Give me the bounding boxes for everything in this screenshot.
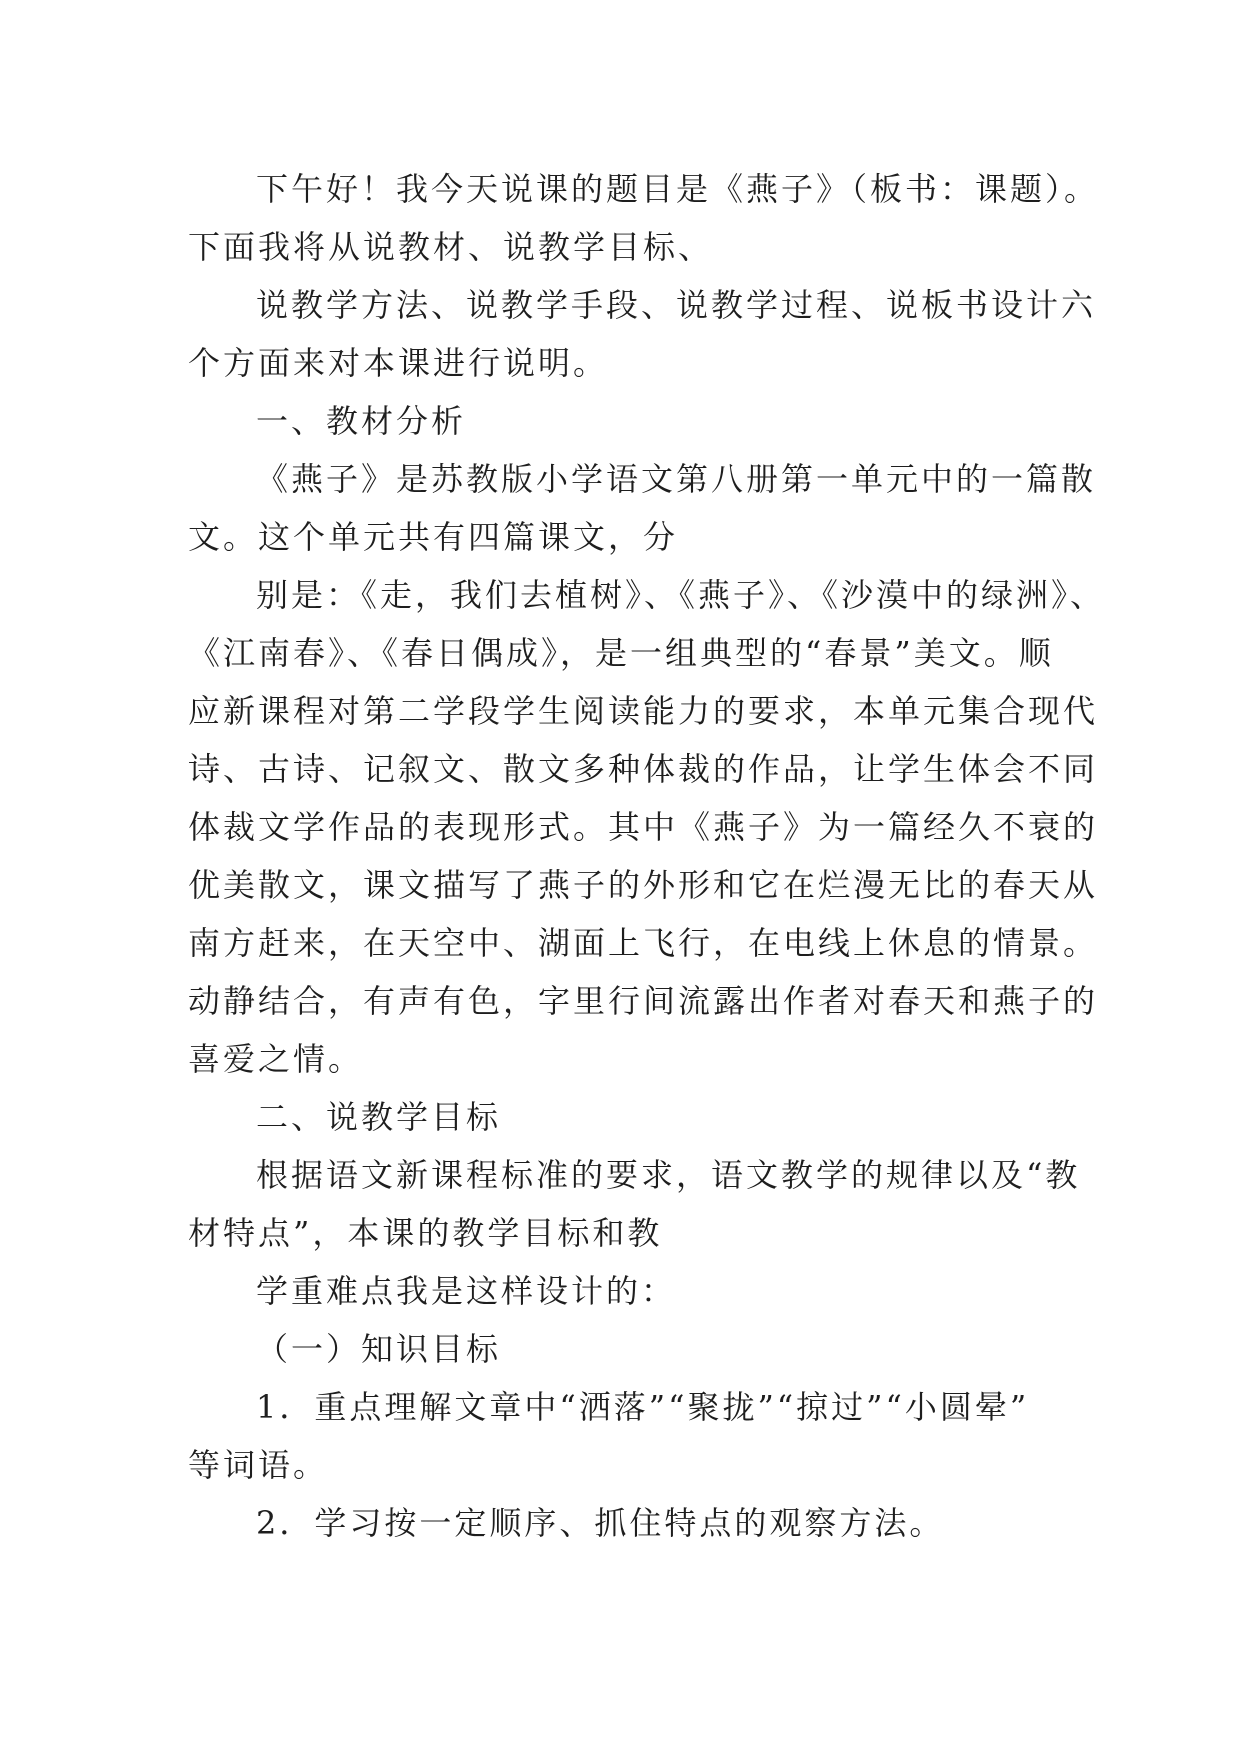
list-item: 1．重点理解文章中“洒落”“聚拢”“掠过”“小圆晕” bbox=[256, 1388, 1030, 1426]
subsection-heading: （一）知识目标 bbox=[256, 1330, 502, 1368]
text-line: 南方赶来，在天空中、湖面上飞行，在电线上休息的情景。 bbox=[188, 924, 1099, 962]
text-line: 说教学方法、说教学手段、说教学过程、说板书设计六 bbox=[256, 286, 1097, 324]
section-heading: 一、教材分析 bbox=[256, 402, 467, 440]
text-line: 别是：《走，我们去植树》、《燕子》、《沙漠中的绿洲》、 bbox=[256, 576, 1106, 614]
text-line: 优美散文，课文描写了燕子的外形和它在烂漫无比的春天从 bbox=[188, 866, 1099, 904]
text-line: 《江南春》、《春日偶成》，是一组典型的“春景”美文。顺 bbox=[188, 634, 1054, 672]
text-line: 个方面来对本课进行说明。 bbox=[188, 344, 609, 382]
text-line: 《燕子》是苏教版小学语文第八册第一单元中的一篇散 bbox=[256, 460, 1097, 498]
document-body bbox=[188, 160, 1106, 1552]
text-line: 材特点”，本课的教学目标和教 bbox=[188, 1214, 663, 1252]
text-line: 下面我将从说教材、说教学目标、 bbox=[188, 228, 714, 266]
text-line: 动静结合，有声有色，字里行间流露出作者对春天和燕子的 bbox=[188, 982, 1099, 1020]
list-item: 2．学习按一定顺序、抓住特点的观察方法。 bbox=[256, 1504, 945, 1542]
text-line: 喜爱之情。 bbox=[188, 1040, 364, 1078]
text-line: 下午好！我今天说课的题目是《燕子》（板书：课题）。 bbox=[256, 170, 1100, 208]
text-line: 根据语文新课程标准的要求，语文教学的规律以及“教 bbox=[256, 1156, 1081, 1194]
text-line: 学重难点我是这样设计的： bbox=[256, 1272, 677, 1310]
text-line: 应新课程对第二学段学生阅读能力的要求，本单元集合现代 bbox=[188, 692, 1099, 730]
text-line: 体裁文学作品的表现形式。其中《燕子》为一篇经久不衰的 bbox=[188, 808, 1099, 846]
text-line: 诗、古诗、记叙文、散文多种体裁的作品，让学生体会不同 bbox=[188, 750, 1099, 788]
text-line: 文。这个单元共有四篇课文，分 bbox=[188, 518, 679, 556]
section-heading: 二、说教学目标 bbox=[256, 1098, 502, 1136]
text-line: 等词语。 bbox=[188, 1446, 329, 1484]
